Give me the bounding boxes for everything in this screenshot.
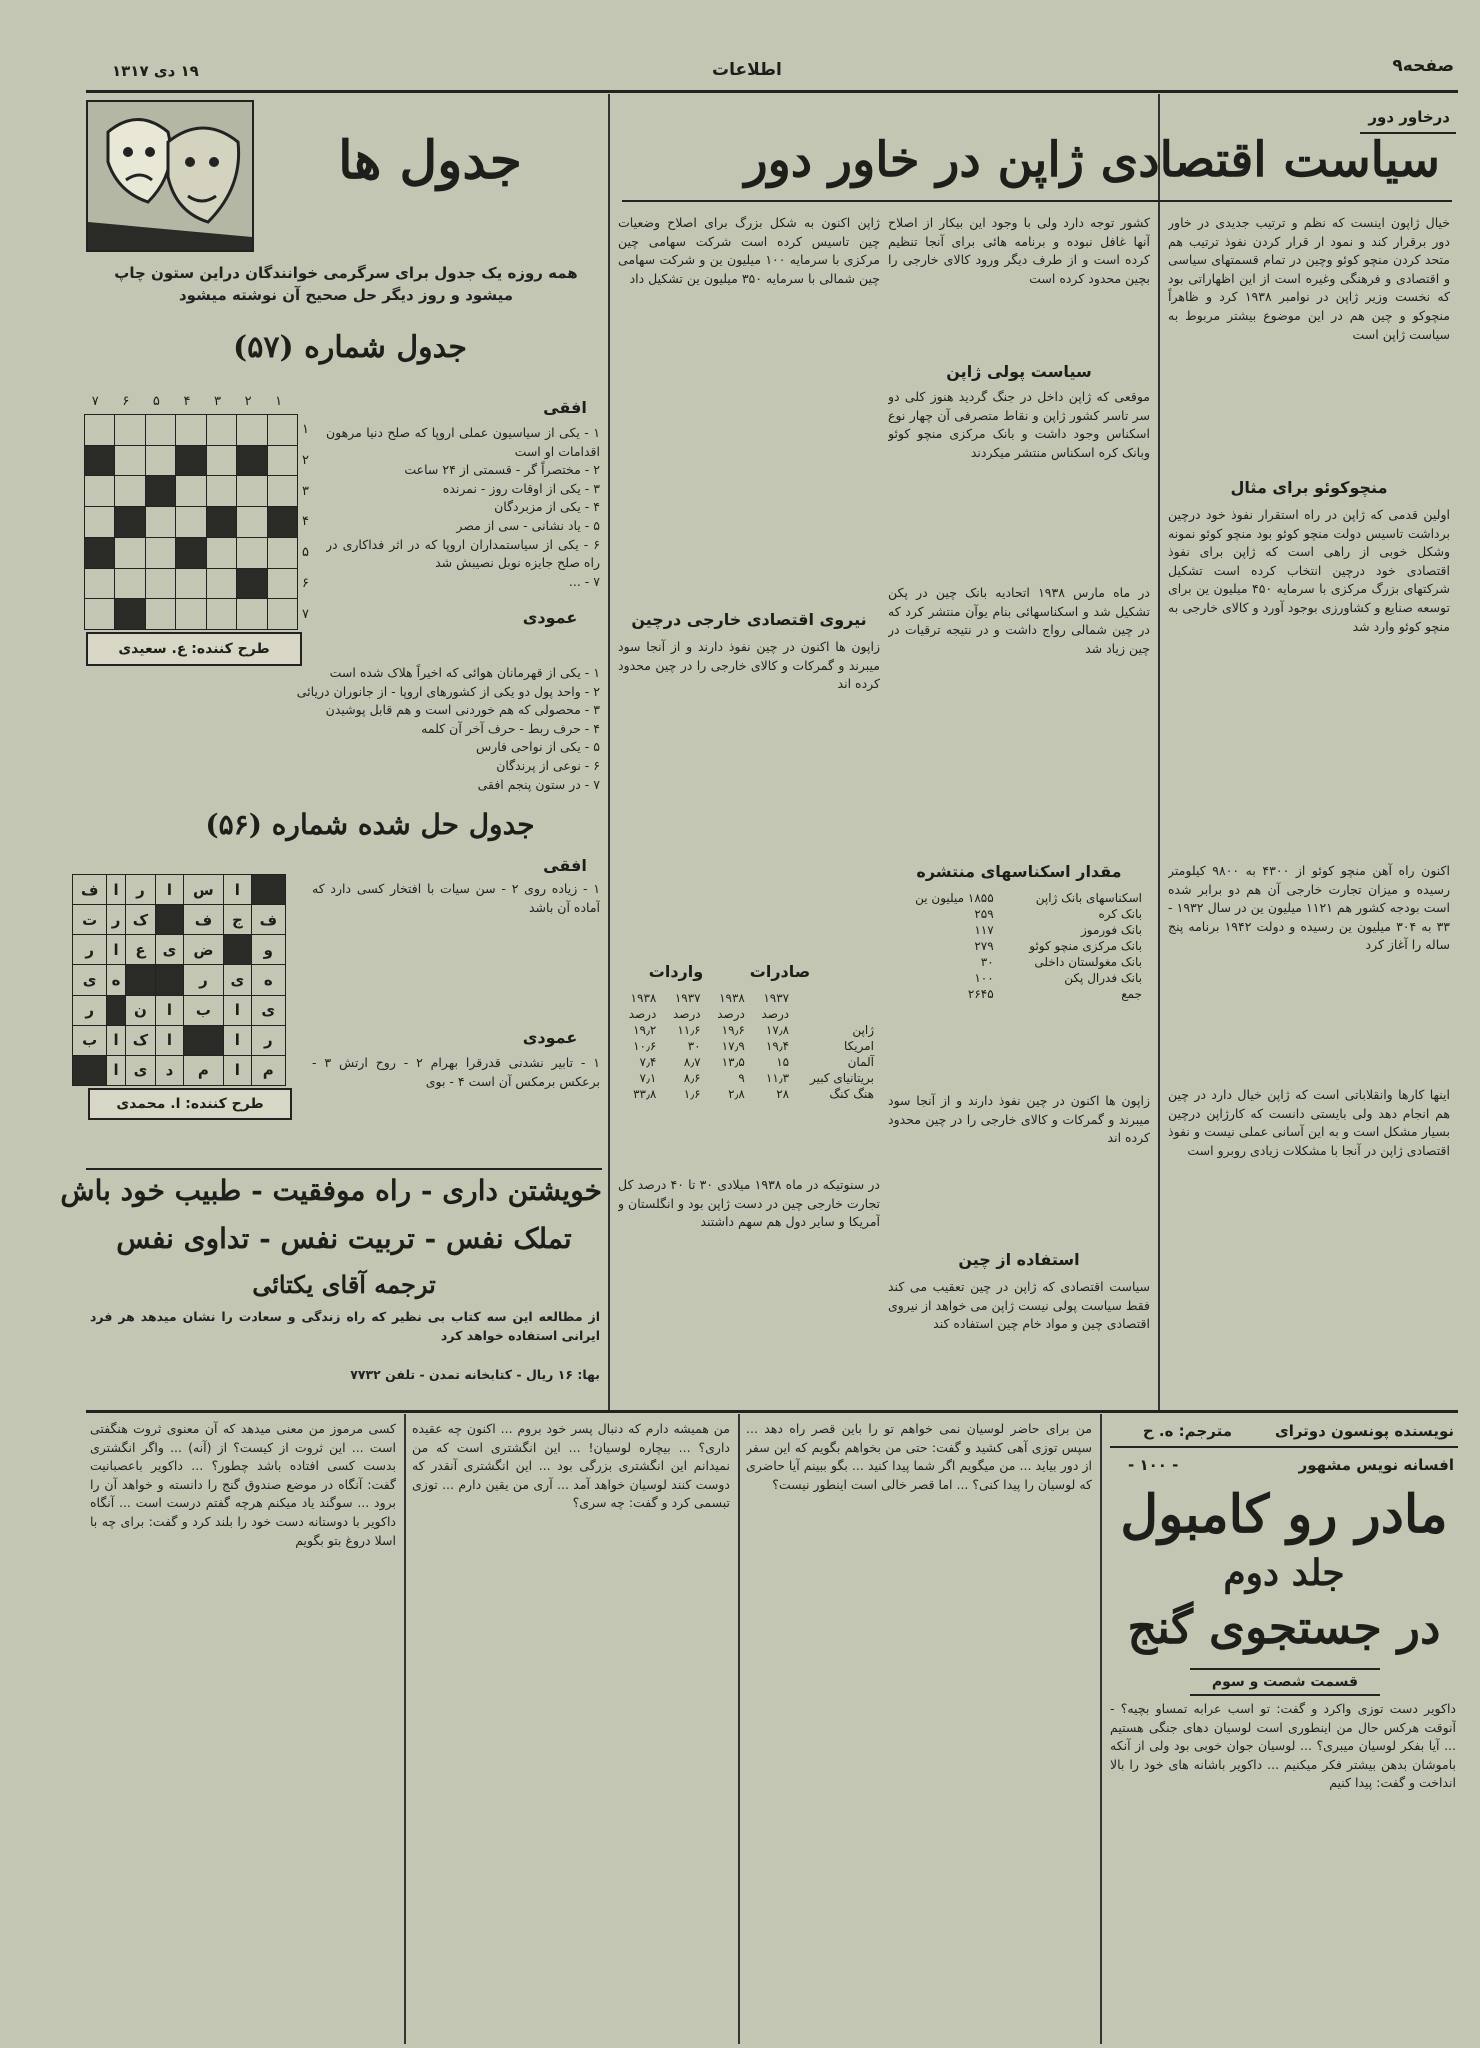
section-label: درخاور دور [1368, 108, 1450, 126]
book-ad-title-2: تملک نفس - تربیت نفس - تداوی نفس [116, 1222, 572, 1255]
row-number: ۲ [302, 452, 309, 468]
puzzle-number-title: جدول شماره (۵۷) [233, 330, 467, 365]
column-divider-2 [1158, 94, 1160, 1410]
subhead-foreign: نیروی اقتصادی خارجی درچین [631, 610, 867, 629]
grid-cell: ا [156, 875, 183, 905]
para-money-policy: کشور توجه دارد ولی با وجود این بیکار از اصلاح آنها غافل نبوده و برنامه هائی برای آنجا تنظیم کرده است و از طرف دیگر ورود کالای خارجی را بچین محدود کرده است [888, 215, 1150, 286]
grid-cell: د [156, 1055, 183, 1085]
para-manchukuo: اولین قدمی که ژاپن در راه استقرار نفوذ خود درچین برداشت تاسیس دولت منچو کوئو بود منچو کوئو نمونه وشکل خوبی از راهی است که ژاپن برای نفوذ اقتصادی خود درچین انتخاب کرده است تشکیل شرکتهای بزرگ مرکزی با سرمایه ۴۵۰ میلیون ین برای توسعه صنایع و کشاورزی بوجود آورد و کالای خارجی به منچو کوئو وارد شد [1168, 507, 1450, 634]
serial-author: نویسنده پونسون دوترای [1274, 1422, 1454, 1440]
down-label-57: عمودی [522, 608, 578, 627]
clue: ۷ - در ستون پنجم افقی [477, 776, 600, 792]
row-number: ۳ [302, 483, 309, 499]
year-cell: ۱۹۳۸ [630, 991, 657, 1005]
clue: ۱ - یکی از قهرمانان هوائی که اخیراً هلاک شده است [329, 665, 600, 680]
grid-cell: ف [251, 905, 285, 935]
subhead-monetary: سیاست پولی ژاپن [946, 362, 1092, 381]
trade-row [618, 1022, 880, 1038]
grid-cell: ف [73, 875, 107, 905]
row-number: ۷ [302, 606, 309, 622]
trade-row [618, 1086, 880, 1102]
grid-cell-black [156, 965, 183, 995]
grid-cell-black [156, 905, 183, 935]
unit-cell: درصد [717, 1007, 745, 1021]
trade-value: ۱۹٫۶ [721, 1023, 745, 1037]
serial-column-1: داکویر دست توزی واکرد و گفت: تو اسب عرابه تمساو بچیه؟ - آنوقت هرکس حال من اینطوری است لوسیان دهای جنگی هستیم ... آیا بفکر لوسیان میبری؟ ... لوسیان جوان خوبی بود ولی از آنکه باموشان بدهن بیشتر فکر میکنیم ... داکویر باشانه های خود را بالا انداخت و گفت: پیدا کنیم [1110, 1701, 1456, 1791]
col-number: ۳ [214, 394, 222, 409]
para-shares: ژاپن اکنون به شکل بزرگ برای اصلاح وضعیات چین تاسیس کرده است شرکت سهامی چین مرکزی با سرمایه ۱۰۰ میلیون ین و شرکت سهامی چین شمالی با سرمایه ۳۵۰ میلیون ین تشکیل داد [618, 215, 880, 286]
trade-country: امریکا [843, 1039, 874, 1053]
clue: ۲ - واحد پول دو یکی از کشورهای اروپا - از جانوران دریائی [296, 683, 600, 699]
clue: ۳ - محصولی که هم خوردنی است و هم قابل پوشیدن [325, 702, 600, 718]
trade-years-row [618, 990, 880, 1006]
grid-cell-black [251, 875, 285, 905]
trade-value: ۳۳٫۸ [633, 1087, 657, 1101]
across-label-57: افقی [543, 398, 587, 417]
year-cell: ۱۹۳۷ [763, 991, 790, 1005]
grid-cell: ک [125, 905, 155, 935]
grid-cell-black [183, 1025, 223, 1055]
col-number: ۷ [91, 394, 99, 409]
grid-cell: ا [224, 875, 251, 905]
trade-row [618, 1070, 880, 1086]
notes-value: ۲۶۴۵ [967, 987, 994, 1001]
grid-cell: ا [107, 875, 125, 905]
trade-header-exports: صادرات [749, 962, 811, 981]
grid-cell: ک [125, 1025, 155, 1055]
solution-across: ۱ - زیاده روی ۲ - سن سیات با افتخار کسی دارد که آماده آن باشد [312, 881, 600, 915]
trade-table [618, 990, 880, 1102]
grid-cell: ب [73, 1025, 107, 1055]
trade-value: ۷٫۴ [639, 1055, 657, 1069]
trade-value: ۱۱٫۶ [677, 1023, 701, 1037]
para-trade: زاپون ها اکنون در چین نفوذ دارند و از آنجا سود میبرند و گمرکات و کالای خارجی را در چین محدود کرده اند [618, 639, 880, 692]
notes-value: ۱۱۷ [974, 923, 994, 937]
serial-author-rule [1110, 1446, 1458, 1448]
trade-value: ۱۷٫۸ [765, 1023, 790, 1037]
para-rail: اکنون راه آهن منچو کوئو از ۴۳۰۰ به ۹۸۰۰ کیلومتر رسیده و میزان تجارت خارجی آن هم دو برابر شده است بودجه کشور هم ۱۱۲۱ میلیون ین در سال ۱۹۳۲ - ۳۳ به ۳۰۴ میلیون ین رسیده و دولت ۱۹۴۲ برنامه پنج ساله را آغاز کرد [1168, 863, 1450, 953]
trade-value: ۲۸ [776, 1087, 790, 1101]
grid-cell: ا [224, 1055, 251, 1085]
notes-value: ۱۰۰ [974, 971, 994, 985]
solution-designer-box [88, 1088, 292, 1120]
grid-cell: ف [183, 905, 223, 935]
clue: ۱ - یکی از سیاسیون عملی اروپا که صلح دنیا مرهون اقدامات او است [326, 425, 600, 459]
trade-row [618, 1054, 880, 1070]
masks-illustration [86, 100, 254, 252]
grid-cell: ج [224, 905, 251, 935]
grid-cell: م [183, 1055, 223, 1085]
grid-cell: ت [73, 905, 107, 935]
col-number: ۶ [122, 394, 130, 409]
clue: ۵ - یکی از نواحی فارس [475, 739, 600, 755]
puzzle-intro: همه روزه یک جدول برای سرگرمی خوانندگان دراین ستون چاپ میشود و روز دیگر حل صحیح آن نوشته میشود [114, 264, 578, 304]
across-label-56: افقی [543, 856, 587, 875]
year-cell: ۱۹۳۸ [719, 991, 745, 1005]
row-number: ۵ [302, 545, 309, 561]
grid-cell-black [73, 1055, 107, 1085]
notes-label: بانک مرکزی منچو کوئو [1029, 939, 1142, 953]
para-march: در ماه مارس ۱۹۳۸ اتحادیه بانک چین در پکن تشکیل شد و اسکناسهائی بنام یوآن منتشر کرد که در چین شمالی رواج داشت و در نتیجه ترقیات در چین زیاد شد [888, 585, 1150, 656]
trade-country: آلمان [847, 1055, 874, 1069]
subhead-use: استفاده از چین [958, 1250, 1080, 1269]
notes-value: ۲۵۹ [974, 907, 994, 921]
unit-cell: درصد [672, 1007, 701, 1021]
paper-name: اطلاعات [712, 60, 782, 80]
issue-date: ۱۹ دی ۱۳۱۷ [112, 62, 199, 80]
grid-cell: س [183, 875, 223, 905]
unit-cell: درصد [761, 1007, 790, 1021]
unit-cell: درصد [628, 1007, 657, 1021]
clue: ۴ - یکی از مزبردگان [494, 499, 600, 515]
serial-number: - ۱۰۰ - [1128, 1456, 1179, 1474]
grid-cell: ی [251, 995, 285, 1025]
grid-cell: ر [73, 935, 107, 965]
clue: ۳ - یکی از اوقات روز - نمرنده [442, 480, 600, 496]
clue: ۵ - یاد نشانی - سی از مصر [456, 517, 600, 533]
book-ad-title-1: خویشتن داری - راه موفقیت - طبیب خود باش [60, 1174, 602, 1207]
serial-famous-author: افسانه نویس مشهور [1298, 1456, 1454, 1474]
clue: ۴ - حرف ربط - حرف آخر آن کلمه [421, 720, 600, 736]
serial-translator: مترجم: ه. ح [1142, 1422, 1232, 1440]
notes-row [892, 890, 1148, 906]
grid-cell: ه [251, 965, 285, 995]
serial-title: مادر رو کامبول [1120, 1484, 1448, 1545]
grid-cell: ر [183, 965, 223, 995]
notes-row [892, 906, 1148, 922]
para-currency-note: زاپون ها اکنون در چین نفوذ دارند و از آنجا سود میبرند و گمرکات و کالای خارجی را در چین محدود کرده اند [888, 1093, 1150, 1146]
article-lead: خیال ژاپون اینست که نظم و ترتیب جدیدی در خاور دور برقرار کند و نمود ار قرار کردن نفوذ ترتیب هم متحد کردن منچو کوئو وچین در تمام قسمتهای سیاسی و اقتصادی و فرهنگی وغیره است از این اظهاراتی بود که نخست وزیر ژاپن در نوامبر ۱۹۳۸ کرد و ظاهراً منچوکو و چین هم در این موضوع بیشتر مربوط به سیاست ژاپن است [1168, 215, 1450, 342]
notes-label: بانک کره [1098, 907, 1142, 921]
solution-down: ۱ - تابیر نشدنی قدرقرا بهرام ۲ - روح ارتش ۳ - برعکس برمکس آن است ۴ - بوی [312, 1055, 600, 1089]
down-label-56: عمودی [522, 1028, 578, 1047]
col-number: ۱ [275, 394, 283, 409]
serial-divider-3 [404, 1414, 406, 2044]
grid-cell: ی [73, 965, 107, 995]
serial-column-2: من برای حاضر لوسیان نمی خواهم تو را باین قصر راه دهد ... سپس توزی آهی کشید و گفت: حتی من بخواهم بگویم که این سفر از دور بیاید ... من میگویم اگر شما پیدا کنید ... بگو ببینم آیا حاضری که لوسیان را پیدا کنی؟ ... اما قصر خالی است اینطور نیست؟ [746, 1421, 1092, 1492]
subhead-manchukuo: منچوکوئو برای مثال [1230, 478, 1388, 497]
trade-value: ۹ [738, 1071, 745, 1085]
notes-row [892, 970, 1148, 986]
serial-column-4: کسی مرموز من معنی میدهد که آن معنوی ثروت هنگفتی است ... این ثروت از کیست؟ از (آنه) ... واگر انگشتری بدست کسی افتاده باشد چطور؟ ... داکویر باعصبانیت گفت: آنگاه در موضع صندوق گنج را دانسته و خواهد آن را برود ... سوگند یاد میکنم هرچه گفتم درست است ... آنگاه داکویر با دوستانه دست خود را بلند کرد و گفت: برای چه با اسلا دروغ بتو بگویم [90, 1421, 396, 1548]
para-use: سیاست اقتصادی که ژاپن در چین تعقیب می کند فقط سیاست پولی نیست ژاپن می خواهد از نیروی اقتصادی چین و مواد خام چین استفاده کند [888, 1279, 1150, 1332]
book-ad-translator: ترجمه آقای یکتائی [252, 1270, 436, 1299]
masks-drawing [88, 102, 252, 250]
notes-table [892, 890, 1148, 1002]
notes-value: ۳۰ [980, 955, 994, 969]
clues-down-57 [96, 664, 600, 804]
grid-cell: ر [251, 1025, 285, 1055]
puzzle-designer-box [86, 632, 302, 666]
grid-cell: ر [107, 905, 125, 935]
row-number: ۶ [302, 576, 309, 592]
notes-label: بانک مغولستان داخلی [1034, 955, 1142, 969]
clue: ۶ - نوعی از پرندگان [496, 757, 600, 773]
grid-cell: ع [125, 935, 155, 965]
grid-cell-black [107, 995, 125, 1025]
puzzle-57-grid [84, 414, 298, 630]
clue: ۶ - یکی از سیاستمداران اروپا که در اثر فداکاری در راه صلح جایزه نوبل نصیبش شد [326, 536, 600, 571]
grid-cell: و [251, 935, 285, 965]
column-divider-1 [608, 94, 610, 1410]
serial-part: قسمت شصت و سوم [1211, 1674, 1359, 1690]
serial-rule-top [86, 1410, 1458, 1413]
notes-row [892, 986, 1148, 1002]
grid-cell: ض [183, 935, 223, 965]
trade-country: هنگ کنگ [829, 1087, 874, 1101]
serial-column-3: من همیشه دارم که دنبال پسر خود بروم ... اکنون چه عقیده داری؟ ... بیچاره لوسیان! ... این انگشتری است که من نمیدانم این انگشتری بزرگی بود ... این انگشتری آنقدر که دوست کنند لوسیان خواهد آمد ... آری من یقین دارم ... توزی تبسمی کرد و گفت: چه سری؟ [412, 1421, 730, 1511]
year-cell: ۱۹۳۷ [674, 991, 701, 1005]
page-number-label: صفحه۹ [1392, 56, 1454, 76]
grid-cell: م [251, 1055, 285, 1085]
para-thirty: در سنوتیکه در ماه ۱۹۳۸ میلادی ۳۰ تا ۴۰ درصد کل تجارت خارجی چین در دست ژاپن بود و انگلستان و آمریکا و سایر دول هم سهم داشتند [618, 1177, 880, 1230]
trade-row [618, 1038, 880, 1054]
clue: ۲ - مختصراً گر - قسمتی از ۲۴ ساعت [404, 462, 600, 478]
notes-value: ۱۸۵۵ میلیون ین [915, 891, 994, 905]
book-ad-body: از مطالعه این سه کتاب بی نظیر که راه زندگی و سعادت را نشان میدهد هر فرد ایرانی استفاده خواهد کرد [90, 1309, 600, 1343]
trade-value: ۱۳٫۵ [721, 1055, 745, 1069]
trade-country: بریتانیای کبیر [810, 1071, 874, 1085]
notes-label: بانک فورموز [1080, 923, 1142, 937]
row-number: ۱ [302, 421, 309, 437]
puzzle-section-title: جدول ها [338, 130, 522, 191]
masthead-rule [86, 90, 1458, 93]
col-number: ۴ [183, 394, 191, 409]
clue: ۷ - ... [568, 573, 600, 589]
grid-cell: ر [125, 875, 155, 905]
trade-value: ۱۵ [776, 1055, 790, 1069]
col-number: ۲ [244, 394, 252, 409]
trade-value: ۱۰٫۶ [633, 1039, 657, 1053]
trade-value: ۸٫۷ [683, 1055, 701, 1069]
grid-cell: ا [107, 935, 125, 965]
solution-title: جدول حل شده شماره (۵۶) [205, 808, 535, 841]
grid-cell: ا [224, 1025, 251, 1055]
puzzle-col-numbers [80, 394, 294, 409]
notes-row [892, 922, 1148, 938]
notes-value: ۲۷۹ [974, 939, 994, 953]
serial-part-box [1190, 1668, 1380, 1696]
serial-divider-1 [1100, 1414, 1102, 2044]
grid-cell: ی [156, 935, 183, 965]
grid-cell: ا [224, 995, 251, 1025]
grid-cell: ن [125, 995, 155, 1025]
grid-cell-black [125, 965, 155, 995]
clues-across-57 [326, 424, 600, 606]
grid-cell: ی [125, 1055, 155, 1085]
puzzle-designer: طرح کننده: ع. سعیدی [118, 641, 270, 657]
trade-value: ۳۰ [687, 1039, 701, 1053]
notes-label: اسکناسهای بانک ژاپن [1035, 891, 1142, 905]
book-ad-rule-top [86, 1168, 602, 1170]
serial-divider-2 [738, 1414, 740, 2044]
notes-label: جمع [1121, 987, 1142, 1001]
grid-cell: ر [73, 995, 107, 1025]
subhead-notes: مقدار اسکناسهای منتشره [916, 862, 1122, 881]
serial-subtitle: در جستجوی گنج [1127, 1600, 1441, 1654]
para-difficulty: اینها کارها وانقلاباتی است که ژاپن خیال دارد در چین هم انجام دهد ولی بایستی دانست که کارژاپن درچین بسیار مشکل است و به این آسانی عملی نیست و نفوذ اقتصادی ژاپن در آنجا با مشکلات زیادی روبرو است [1168, 1087, 1450, 1158]
grid-cell: ا [156, 1025, 183, 1055]
para-banks: موقعی که ژاپن داخل در جنگ گردید هنوز کلی دو سر تاسر کشور ژاپن و نقاط متصرفی آن چهار نوع اسکناس وجود داشت و بانک مرکزی منچو کوئو وبانک کره اسکناس منتشر میکردند [888, 389, 1150, 460]
row-number: ۴ [302, 514, 309, 530]
trade-country: ژاپن [852, 1023, 874, 1037]
trade-value: ۱۹٫۴ [765, 1039, 790, 1053]
grid-cell: ی [224, 965, 251, 995]
trade-value: ۱۹٫۲ [633, 1023, 657, 1037]
trade-value: ۷٫۱ [639, 1071, 657, 1085]
grid-cell: ه [107, 965, 125, 995]
serial-volume: جلد دوم [1223, 1552, 1345, 1594]
trade-value: ۱٫۶ [683, 1087, 701, 1101]
article-title: سیاست اقتصادی ژاپن در خاور دور [744, 132, 1440, 188]
notes-row [892, 938, 1148, 954]
grid-cell: ب [183, 995, 223, 1025]
trade-header-imports: واردات [648, 962, 704, 981]
solution-designer: طرح کننده: ا. محمدی [116, 1096, 264, 1112]
trade-value: ۱۷٫۹ [721, 1039, 745, 1053]
grid-cell: ا [107, 1025, 125, 1055]
solution-56-grid [72, 874, 286, 1086]
trade-value: ۸٫۶ [683, 1071, 701, 1085]
book-ad-price: بها: ۱۶ ریال - کتابخانه تمدن - تلفن ۷۷۳۲ [350, 1367, 600, 1382]
trade-value: ۲٫۸ [728, 1087, 745, 1101]
title-underline [622, 200, 1452, 202]
grid-cell: ا [107, 1055, 125, 1085]
puzzle-row-numbers [302, 414, 318, 630]
notes-label: بانک فدرال پکن [1064, 971, 1142, 985]
grid-cell-black [224, 935, 251, 965]
trade-value: ۱۱٫۳ [765, 1071, 790, 1085]
trade-unit-row [618, 1006, 880, 1022]
grid-cell: ا [156, 995, 183, 1025]
col-number: ۵ [152, 394, 160, 409]
notes-row [892, 954, 1148, 970]
